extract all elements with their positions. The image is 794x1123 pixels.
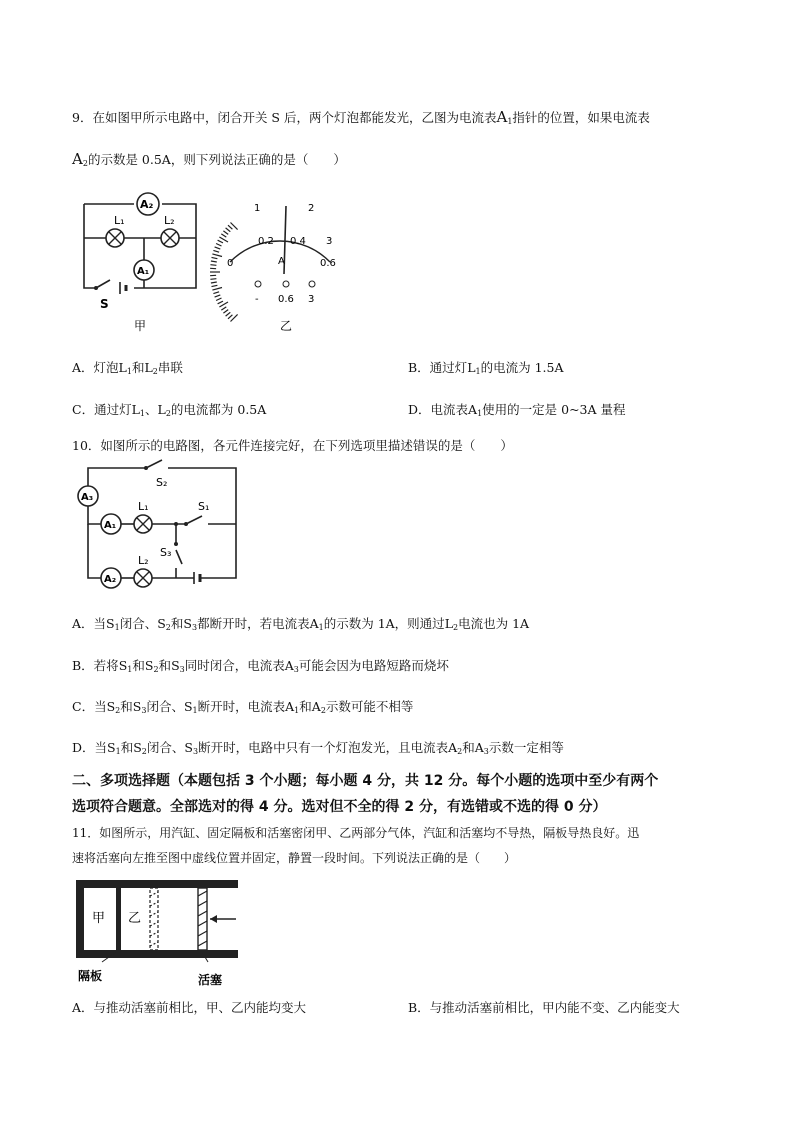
- svg-text:L₁: L₁: [138, 500, 149, 513]
- svg-text:1: 1: [254, 203, 261, 214]
- svg-text:0.4: 0.4: [290, 236, 306, 247]
- lamp-l1-icon: [106, 214, 125, 247]
- lamp-l2-icon: [161, 214, 179, 247]
- dial-tick: [212, 285, 218, 286]
- svg-text:0.6: 0.6: [278, 294, 294, 305]
- switch-s1-label: S₁: [198, 500, 210, 513]
- svg-text:A₁: A₁: [137, 266, 150, 277]
- caption-yi: 乙: [280, 319, 293, 333]
- dial-tick: [221, 234, 226, 237]
- push-arrow-icon: [210, 915, 217, 923]
- svg-text:2: 2: [308, 203, 315, 214]
- svg-text:L₂: L₂: [138, 554, 149, 567]
- q10-option-b[interactable]: B．若将$S_1$和$S_2$和$S_3$同时闭合，电流表$A_3$可能会因为电路短路而烧坏: [72, 658, 449, 674]
- svg-text:乙: 乙: [128, 911, 142, 926]
- q11-stem-line1: 11．如图所示，用汽缸、固定隔板和活塞密闭甲、乙两部分气体，汽缸和活塞均不导热，隔板导热良好。迅: [72, 826, 640, 840]
- dial-tick: [226, 228, 231, 232]
- dial-tick: [215, 247, 221, 249]
- svg-text:0.6: 0.6: [320, 258, 336, 269]
- dial-tick: [218, 301, 223, 304]
- svg-text:L₂: L₂: [164, 214, 175, 227]
- svg-text:A: A: [278, 256, 285, 267]
- dial-tick: [213, 292, 219, 294]
- q11-cylinder-figure: [72, 876, 242, 992]
- svg-text:0: 0: [227, 258, 234, 269]
- q10-option-d[interactable]: D．当$S_1$和$S_2$闭合、$S_3$断开时，电路中只有一个灯泡发光，且电流表$A_2$和$A_3$示数一定相等: [72, 740, 564, 756]
- lamp-l1-icon: [134, 500, 152, 533]
- svg-text:A₁: A₁: [104, 520, 117, 531]
- switch-s2-label: S₂: [156, 476, 168, 489]
- dial-tick: [223, 310, 228, 314]
- dial-tick: [228, 225, 232, 229]
- q11-option-b[interactable]: B．与推动活塞前相比，甲内能不变、乙内能变大: [408, 1000, 680, 1015]
- q9-option-d[interactable]: D．电流表$A_1$使用的一定是 0~3A 量程: [408, 402, 626, 418]
- ammeter-a2-icon: [137, 193, 159, 215]
- piston-label: 活塞: [198, 973, 223, 987]
- q9-stem-line2: $A_2$的示数是 0.5A，则下列说法正确的是（ ）: [72, 150, 346, 168]
- q10-stem: 10．如图所示的电路图，各元件连接完好，在下列选项里描述错误的是（ ）: [72, 438, 513, 453]
- q11-option-a[interactable]: A．与推动活塞前相比，甲、乙内能均变大: [72, 1000, 307, 1015]
- svg-text:3: 3: [308, 294, 315, 305]
- dial-tick: [228, 315, 232, 319]
- dial-tick: [212, 288, 222, 291]
- q9-option-c[interactable]: C．通过灯$L_1$、$L_2$的电流都为 0.5A: [72, 402, 267, 418]
- dial-tick: [213, 250, 219, 252]
- q9-option-a[interactable]: A．灯泡$L_1$和$L_2$串联: [72, 360, 183, 376]
- svg-text:甲: 甲: [92, 911, 106, 926]
- section2-heading-line2: 选项符合题意。全部选对的得 4 分。选对但不全的得 2 分，有选错或不选的得 0 分）: [72, 799, 607, 815]
- dial-tick: [211, 282, 217, 283]
- section2-heading-line1: 二、多项选择题（本题包括 3 个小题；每小题 4 分，共 12 分。每个小题的选项中至少有两个: [72, 773, 659, 789]
- ammeter-a1-icon: [134, 260, 154, 280]
- switch-s3-label: S₃: [160, 546, 172, 559]
- dial-tick: [210, 265, 216, 266]
- svg-text:0.2: 0.2: [258, 236, 274, 247]
- caption-jia: 甲: [134, 319, 147, 333]
- svg-text:A₂: A₂: [104, 574, 117, 585]
- q11-stem-line2: 速将活塞向左推至图中虚线位置并固定，静置一段时间。下列说法正确的是（ ）: [72, 851, 517, 865]
- dial-tick: [226, 312, 231, 316]
- q9-option-b[interactable]: B．通过灯$L_1$的电流为 1.5A: [408, 360, 564, 376]
- dial-tick: [210, 279, 216, 280]
- ammeter-a1-icon: [101, 514, 121, 534]
- dial-tick: [218, 240, 223, 243]
- switch-label: S: [100, 297, 109, 311]
- ammeter-a3-icon: [78, 486, 98, 506]
- partition-label: 隔板: [78, 969, 103, 983]
- dial-tick: [216, 298, 221, 301]
- q9-stem-line1: 9．在如图甲所示电路中，闭合开关 S 后，两个灯泡都能发光，乙图为电流表$A_1$指针的位置，如果电流表: [72, 108, 650, 126]
- svg-text:A₂: A₂: [140, 198, 154, 211]
- svg-text:L₁: L₁: [114, 214, 125, 227]
- ammeter-a2-icon: [101, 568, 121, 588]
- dial-tick: [212, 257, 218, 258]
- dial-tick: [216, 244, 221, 247]
- dial-tick: [211, 261, 217, 262]
- dial-tick: [212, 254, 222, 257]
- q10-option-c[interactable]: C．当$S_2$和$S_3$闭合、$S_1$断开时，电流表$A_1$和$A_2$示数可能不相等: [72, 699, 414, 715]
- lamp-l2-icon: [134, 554, 152, 587]
- svg-text:-: -: [255, 294, 259, 305]
- q10-circuit-figure: [74, 456, 244, 592]
- dial-tick: [223, 231, 228, 235]
- q9-figure-jia: [74, 186, 204, 336]
- q10-option-a[interactable]: A．当$S_1$闭合、$S_2$和$S_3$都断开时，若电流表$A_1$的示数为 1A，则通过$L_2$电流也为 1A: [72, 616, 530, 632]
- dial-tick: [215, 295, 221, 297]
- svg-text:A₃: A₃: [81, 492, 94, 503]
- svg-text:3: 3: [326, 236, 333, 247]
- q9-figure-yi-dial: [200, 196, 350, 336]
- dial-tick: [221, 307, 226, 310]
